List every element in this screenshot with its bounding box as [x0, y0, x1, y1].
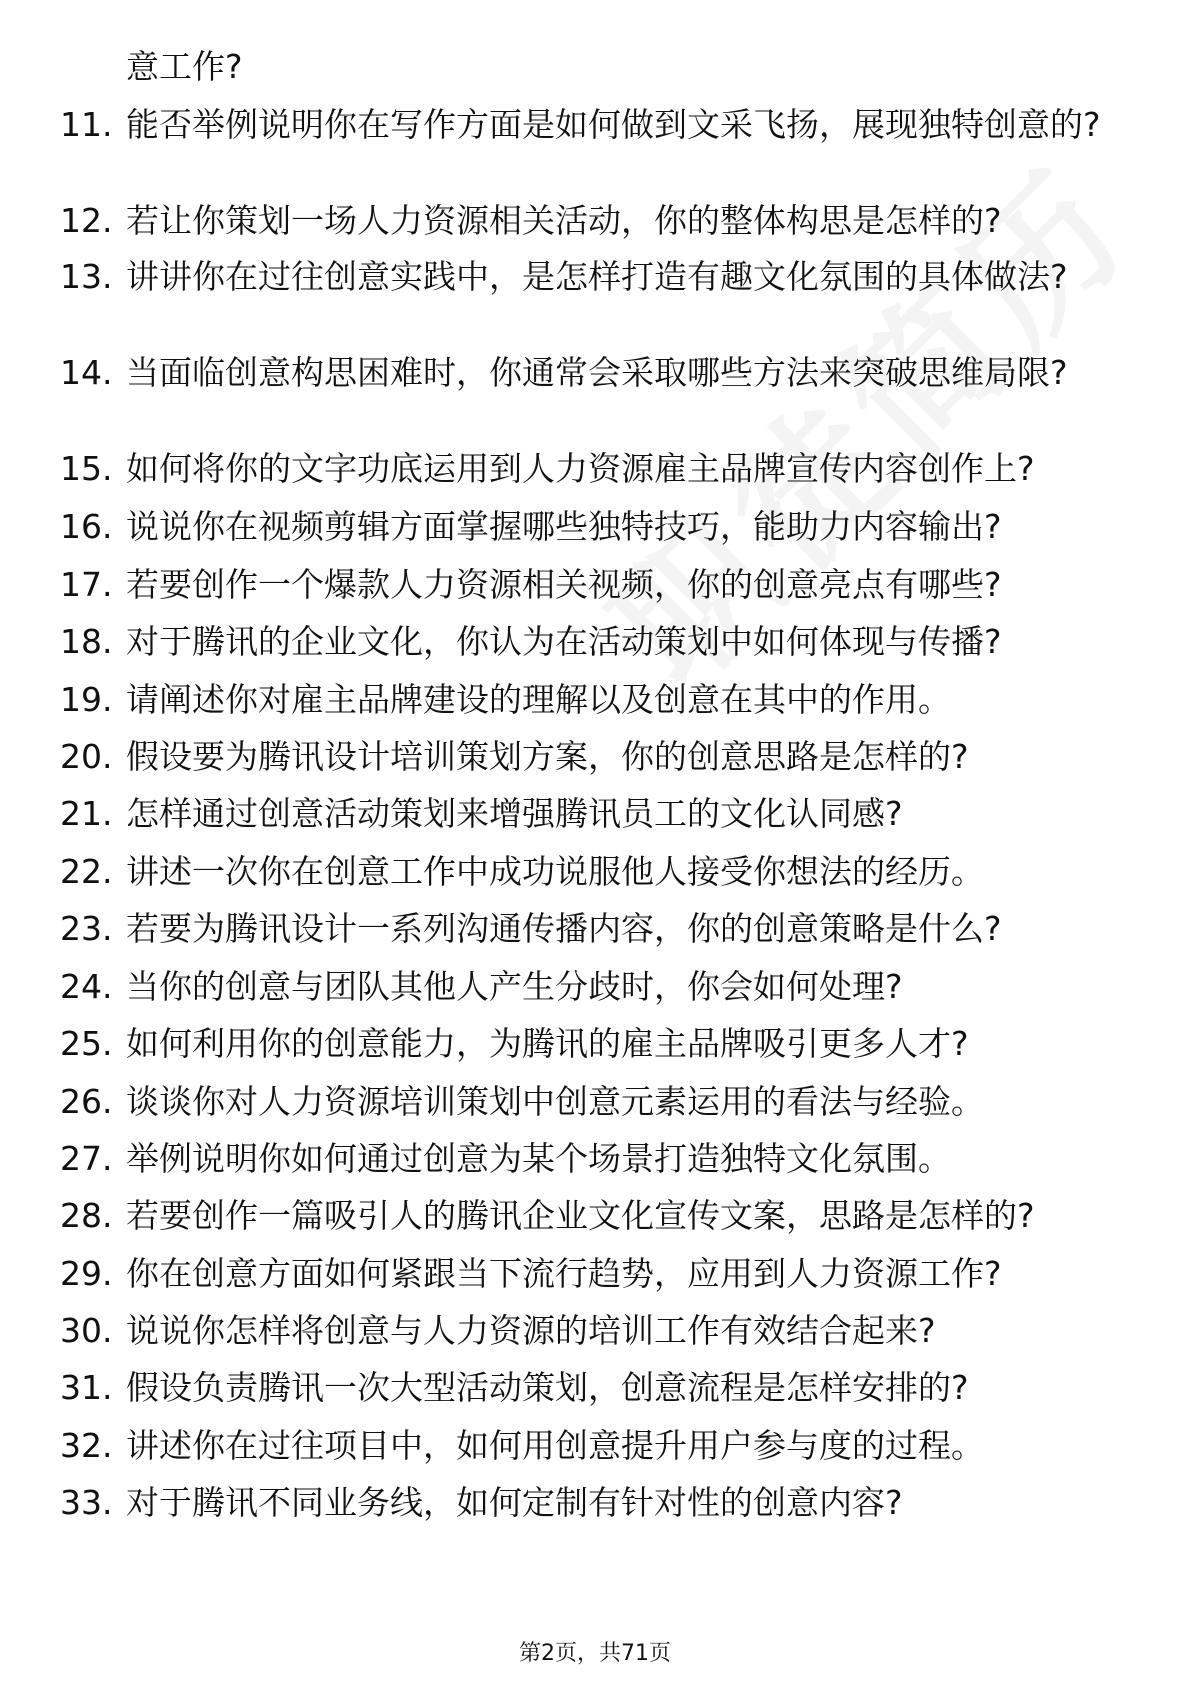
- question-number: 32.: [60, 1426, 113, 1465]
- question-text: 能否举例说明你在写作方面是如何做到文采飞扬，展现独特创意的?: [126, 105, 1101, 144]
- question-text: 意工作?: [126, 47, 243, 86]
- question-number: 25.: [60, 1024, 113, 1063]
- question-text: 怎样通过创意活动策划来增强腾讯员工的文化认同感?: [126, 794, 903, 833]
- question-number: 29.: [60, 1254, 113, 1293]
- question-text: 假设负责腾讯一次大型活动策划，创意流程是怎样安排的?: [126, 1368, 969, 1407]
- question-text: 若要创作一个爆款人力资源相关视频，你的创意亮点有哪些?: [126, 565, 1002, 604]
- question-text: 举例说明你如何通过创意为某个场景打造独特文化氛围。: [126, 1139, 951, 1178]
- question-number: 28.: [60, 1196, 113, 1235]
- question-text: 说说你怎样将创意与人力资源的培训工作有效结合起来?: [126, 1311, 936, 1350]
- question-text: 讲述一次你在创意工作中成功说服他人接受你想法的经历。: [126, 852, 984, 891]
- question-text: 若要为腾讯设计一系列沟通传播内容，你的创意策略是什么?: [126, 909, 1002, 948]
- question-text: 说说你在视频剪辑方面掌握哪些独特技巧，能助力内容输出?: [126, 507, 1002, 546]
- question-number: 13.: [60, 257, 113, 296]
- question-text: 如何将你的文字功底运用到人力资源雇主品牌宣传内容创作上?: [126, 449, 1035, 488]
- question-number: 12.: [60, 201, 113, 240]
- question-text: 讲讲你在过往创意实践中，是怎样打造有趣文化氛围的具体做法?: [126, 257, 1068, 296]
- question-text: 若要创作一篇吸引人的腾讯企业文化宣传文案，思路是怎样的?: [126, 1196, 1035, 1235]
- question-text: 如何利用你的创意能力，为腾讯的雇主品牌吸引更多人才?: [126, 1024, 969, 1063]
- question-text: 请阐述你对雇主品牌建设的理解以及创意在其中的作用。: [126, 680, 951, 719]
- question-number: 16.: [60, 507, 113, 546]
- question-text: 当你的创意与团队其他人产生分歧时，你会如何处理?: [126, 967, 903, 1006]
- question-number: 24.: [60, 967, 113, 1006]
- question-number: 33.: [60, 1483, 113, 1522]
- question-number: 22.: [60, 852, 113, 891]
- question-text: 谈谈你对人力资源培训策划中创意元素运用的看法与经验。: [126, 1082, 984, 1121]
- page-footer: 第2页，共71页: [519, 1641, 671, 1666]
- question-number: 23.: [60, 909, 113, 948]
- question-text: 讲述你在过往项目中，如何用创意提升用户参与度的过程。: [126, 1426, 984, 1465]
- question-number: 11.: [60, 105, 113, 144]
- question-text: 若让你策划一场人力资源相关活动，你的整体构思是怎样的?: [126, 201, 1002, 240]
- question-number: 18.: [60, 622, 113, 661]
- question-number: 14.: [60, 353, 113, 392]
- question-text: 对于腾讯不同业务线，如何定制有针对性的创意内容?: [126, 1483, 903, 1522]
- question-text: 对于腾讯的企业文化，你认为在活动策划中如何体现与传播?: [126, 622, 1002, 661]
- question-text: 假设要为腾讯设计培训策划方案，你的创意思路是怎样的?: [126, 737, 969, 776]
- question-text: 当面临创意构思困难时，你通常会采取哪些方法来突破思维局限?: [126, 353, 1068, 392]
- question-number: 27.: [60, 1139, 113, 1178]
- question-number: 19.: [60, 680, 113, 719]
- question-number: 30.: [60, 1311, 113, 1350]
- question-number: 21.: [60, 794, 113, 833]
- question-number: 31.: [60, 1368, 113, 1407]
- question-text: 你在创意方面如何紧跟当下流行趋势，应用到人力资源工作?: [126, 1254, 1002, 1293]
- question-number: 26.: [60, 1082, 113, 1121]
- question-number: 17.: [60, 565, 113, 604]
- question-number: 20.: [60, 737, 113, 776]
- question-number: 15.: [60, 449, 113, 488]
